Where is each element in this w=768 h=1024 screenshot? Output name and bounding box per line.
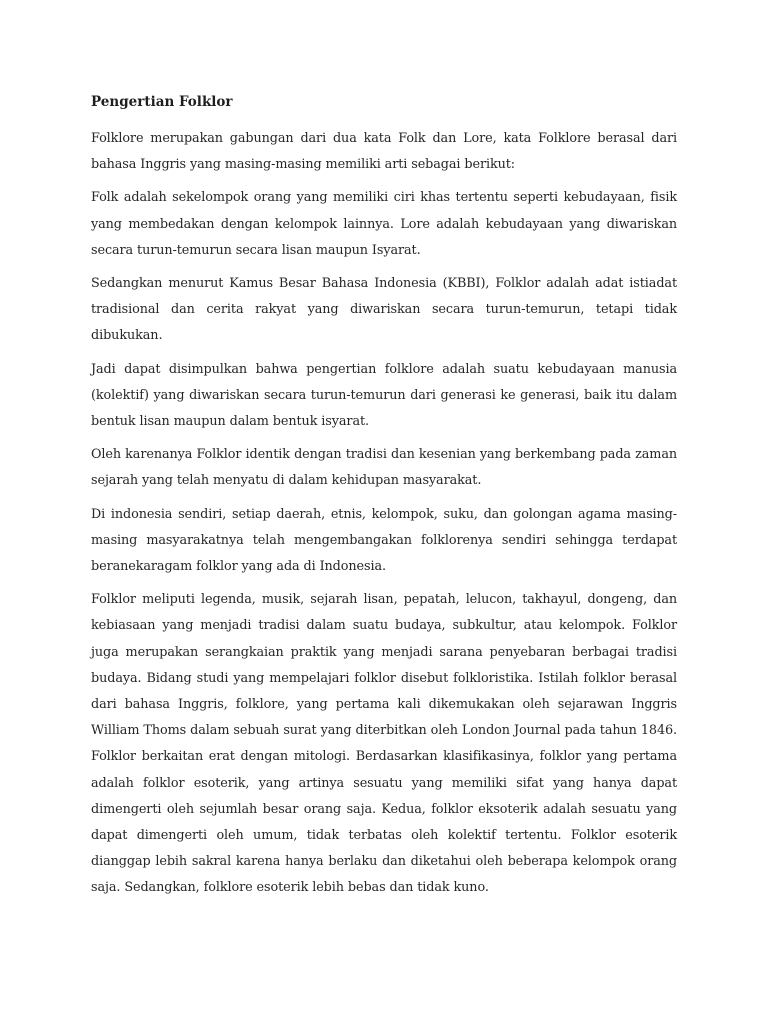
paragraph-7: Folklor meliputi legenda, musik, sejarah lisan, pepatah, lelucon, takhayul, dongeng, dan kebiasaan yang menjadi tradisi dalam suatu budaya, subkultur, atau kelompok. Folklor juga merupakan serangkaian praktik yang menjadi sarana penyebaran berbagai tradisi budaya. Bidang studi yang mempelajari folklor disebut folkloristika. Istilah folklor berasal dari bahasa Inggris, folklore, yang pertama kali dikemukakan oleh sejarawan Inggris William Thoms dalam sebuah surat yang diterbitkan oleh London Journal pada tahun 1846. Folklor berkaitan erat dengan mitologi. Berdasarkan klasifikasinya, folklor yang pertama adalah folklor esoterik, yang artinya sesuatu yang memiliki sifat yang hanya dapat dimengerti oleh sejumlah besar orang saja. Kedua, folklor eksoterik adalah sesuatu yang dapat dimengerti oleh umum, tidak terbatas oleh kolektif tertentu. Folklor esoterik dianggap lebih sakral karena hanya berlaku dan diketahui oleh beberapa kelompok orang saja. Sedangkan, folklore esoterik lebih bebas dan tidak kuno. (91, 592, 677, 896)
paragraph-1: Folklore merupakan gabungan dari dua kata Folk dan Lore, kata Folklore berasal dari bahasa Inggris yang masing-masing memiliki arti sebagai berikut: (91, 131, 677, 173)
document-body (91, 92, 677, 909)
paragraph-5: Oleh karenanya Folklor identik dengan tradisi dan kesenian yang berkembang pada zaman sejarah yang telah menyatu di dalam kehidupan masyarakat. (91, 447, 677, 489)
paragraph-2: Folk adalah sekelompok orang yang memiliki ciri khas tertentu seperti kebudayaan, fisik yang membedakan dengan kelompok lainnya. Lore adalah kebudayaan yang diwariskan secara turun-temurun secara lisan maupun Isyarat. (91, 190, 677, 258)
paragraph-3: Sedangkan menurut Kamus Besar Bahasa Indonesia (KBBI), Folklor adalah adat istiadat tradisional dan cerita rakyat yang diwariskan secara turun-temurun, tetapi tidak dibukukan. (91, 276, 677, 344)
paragraph-4: Jadi dapat disimpulkan bahwa pengertian folklore adalah suatu kebudayaan manusia (kolektif) yang diwariskan secara turun-temurun dari generasi ke generasi, baik itu dalam bentuk lisan maupun dalam bentuk isyarat. (91, 361, 677, 430)
document-title: Pengertian Folklor (91, 94, 233, 110)
paragraph-6: Di indonesia sendiri, setiap daerah, etnis, kelompok, suku, dan golongan agama masing-masing masyarakatnya telah mengembangakan folklorenya sendiri sehingga terdapat beranekaragam folklor yang ada di Indonesia. (91, 506, 677, 575)
